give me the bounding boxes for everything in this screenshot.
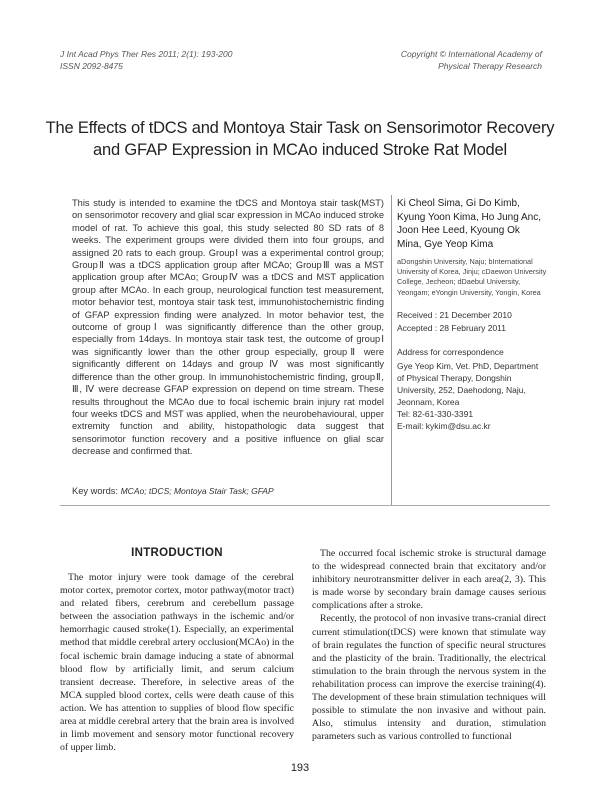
copyright-line: Physical Therapy Research [438, 61, 542, 71]
copyright-notice [401, 48, 542, 72]
section-divider [60, 505, 550, 506]
keywords-label: Key words: [72, 486, 118, 496]
affiliations: aDongshin University, Naju; bInternational University of Korea, Jinju; cDaewon University College, Jecheon; dDaebul University, Yeongam; eYongin University, Yongin, Korea [397, 257, 547, 297]
correspondence-heading: Address for correspondence [397, 347, 504, 357]
correspondence [397, 360, 545, 432]
intro-right-column [312, 547, 546, 743]
journal-line: J Int Acad Phys Ther Res 2011; 2(1): 193-200 [60, 49, 233, 59]
section-heading: INTRODUCTION [131, 547, 223, 559]
page-number: 193 [290, 762, 310, 774]
issn-line: ISSN 2092-8475 [60, 61, 123, 71]
journal-citation [60, 48, 232, 72]
author-list: Ki Cheol Sima, Gi Do Kimb, Kyung Yoon Kima, Ho Jung Anc, Joon Hee Leed, Kyoung Ok Mina, Gye Yeop Kima [397, 198, 541, 250]
correspondence-tel: Tel: 82-61-330-3391 [397, 409, 474, 419]
dates [397, 309, 547, 334]
keywords [72, 486, 274, 496]
intro-left-column: The motor injury were took damage of the cerebral motor cortex, premotor cortex, motor pathway(motor tract) and related fibers, cerebrum and cerebellum passage between the association pathways in the ischemic and/or hemorrhagic caused stroke(1). Especially, an experimental method that middle cerebral artery occlusion(MCAo) in the focal ischemic brain damage inducing a state of abnormal blood flow by artificially limit, and serum calcium transient decrease. Therefore, in selective areas of the MCA suppled blood cortex, cells were death cause of this action. We has attention to supplies of blood flow specific area at middle cerebral artery that the brain area is involved in limb movement and sensory motor functional recovery of upper limb. [60, 572, 294, 754]
column-divider [391, 195, 392, 505]
correspondence-address: Gye Yeop Kim, Vet. PhD, Department of Physical Therapy, Dongshin University, 252, Daehodong, Naju, Jeonnam, Korea [397, 361, 539, 407]
abstract: This study is intended to examine the tDCS and Montoya stair task(MST) on sensorimotor recovery and glial scar expression in MCAo induced stroke model of rat. To achieve this goal, this study selected 80 SD rats of 8 weeks. The experiment groups were divided them into four groups, and assigned 20 rats to each group. GroupⅠ was a experimental control group; GroupⅡ was a tDCS application group after MCAo; GroupⅢ was a MST application group after MCAo; GroupⅣ was a tDCS and MST application group after MCAo. In each group, neurological function test measurement, motor behavior test, montoya stair task test, immunohistochemistric finding of GFAP expression finding were analyzed. In motor behavior test, the outcome of groupⅠ was significantly difference than the other group, especially from 14days. In montoya stair task test, the outcome of groupⅠ was significantly lower than the other group especially, groupⅡ were significantly different on 14days and group Ⅳ was most significantly difference than the other group. In immunohistochemistric finding, groupⅡ, Ⅲ, Ⅳ were decrease GFAP expression on depend on time stream. These results throughout the MCAo due to focal ischemic brain injury rat model four weeks tDCS and MST was applied, when the neurobehavioural, upper extremity function and ability, histopathologic data suggest that sensorimotor function recovery and a positive influence on glial scar decrease and confirmed that. [72, 198, 384, 457]
correspondence-email: E-mail: kykim@dsu.ac.kr [397, 421, 491, 431]
keywords-list: MCAo; tDCS; Montoya Stair Task; GFAP [120, 486, 274, 496]
received-date: Received : 21 December 2010 [397, 310, 512, 320]
accepted-date: Accepted : 28 February 2011 [397, 322, 506, 333]
intro-paragraph: The occurred focal ischemic stroke is structural damage to the widespread connected brain that excitatory and/or inhibitory neurotransmitter deliver in each area(2, 3). This is made worse by secondary brain damage causes serious complications after a stroke. [312, 548, 546, 612]
copyright-line: Copyright © International Academy of [400, 49, 542, 59]
intro-paragraph: Recently, the protocol of non invasive trans-cranial direct current stimulation(tDCS) were known that stimulate way of brain regulates the function of specific neural structures and the plasticity of the brain. Traditionally, the electrical stimulation to the brain through the nervous system in the rehabilitation process can improve the exercise training(4). The development of these brain stimulation techniques will possible to stimulate the non invasive and without pain. Also, stimulus intensity and duration, stimulation parameters such as various controlled to functional [312, 613, 546, 743]
paper-title: The Effects of tDCS and Montoya Stair Task on Sensorimotor Recovery and GFAP Expression in MCAo induced Stroke Rat Model [45, 119, 555, 159]
